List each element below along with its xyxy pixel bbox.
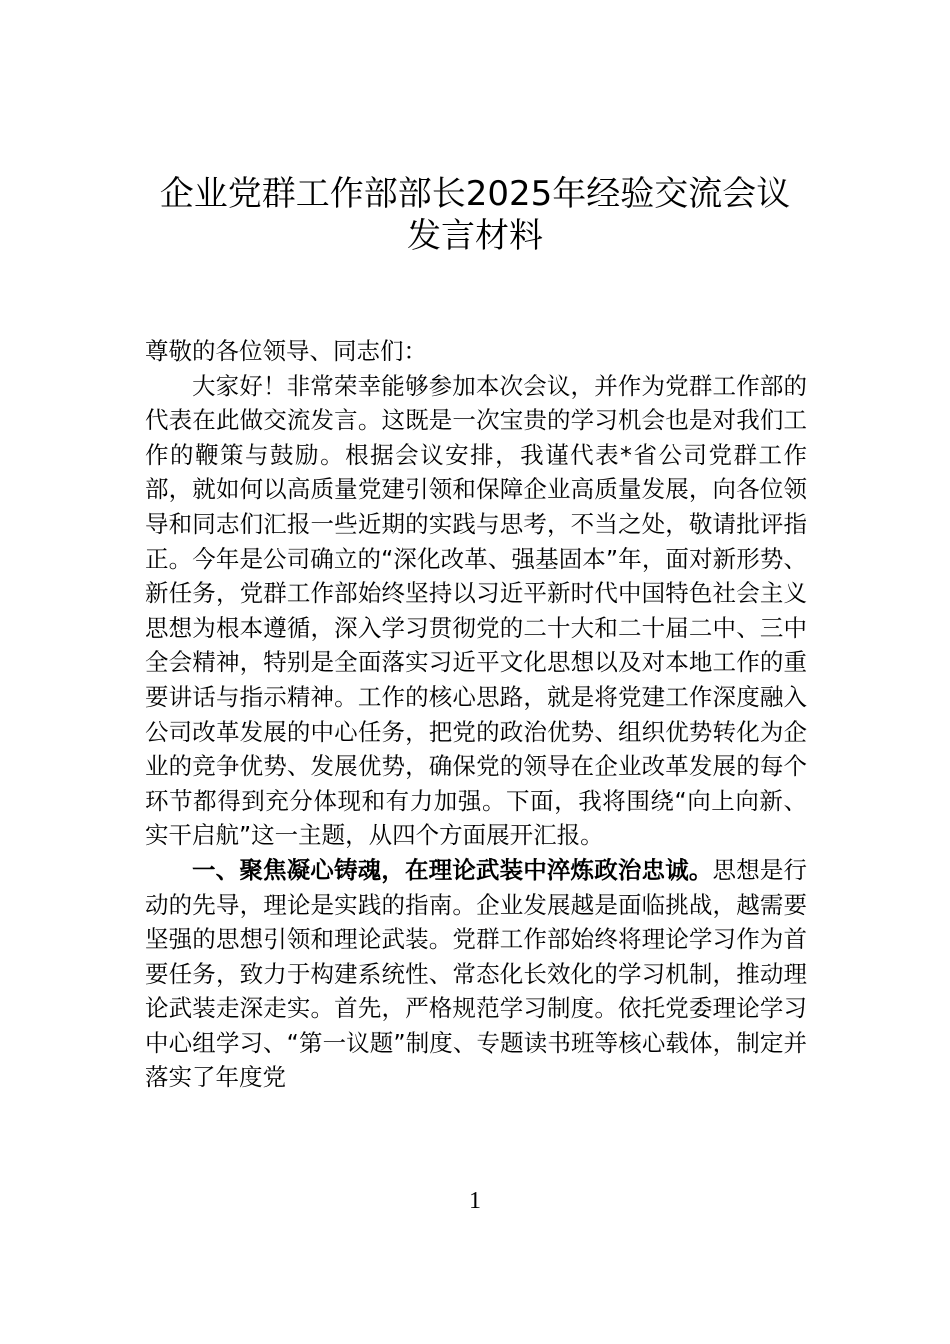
page-number: 1: [469, 1188, 481, 1214]
salutation: 尊敬的各位领导、同志们：: [145, 337, 427, 365]
section-1-text: 思想是行动的先导，理论是实践的指南。企业发展越是面临挑战，越需要坚强的思想引领和理论武装。党群工作部始终将理论学习作为首要任务，致力于构建系统性、常态化长效化的学习机制，推动理论武装走深走实。首先，严格规范学习制度。依托党委理论学习中心组学习、“第一议题”制度、专题读书班等核心载体，制定并落实了年度党: [145, 855, 808, 1092]
document-body: [145, 334, 807, 1095]
document-title-line-2: 发言材料: [407, 216, 543, 256]
paragraph-section-1: [145, 853, 807, 1095]
section-1-heading: 一、聚焦凝心铸魂，在理论武装中淬炼政治忠诚。: [192, 855, 713, 884]
document-title-line-1: 企业党群工作部部长2025年经验交流会议: [159, 174, 791, 214]
paragraph-intro: 大家好！非常荣幸能够参加本次会议，并作为党群工作部的代表在此做交流发言。这既是一次宝贵的学习机会也是对我们工作的鞭策与鼓励。根据会议安排，我谨代表*省公司党群工作部，就如何以高质量党建引领和保障企业高质量发展，向各位领导和同志们汇报一些近期的实践与思考，不当之处，敬请批评指正。今年是公司确立的“深化改革、强基固本”年，面对新形势、新任务，党群工作部始终坚持以习近平新时代中国特色社会主义思想为根本遵循，深入学习贯彻党的二十大和二十届二中、三中全会精神，特别是全面落实习近平文化思想以及对本地工作的重要讲话与指示精神。工作的核心思路，就是将党建工作深度融入公司改革发展的中心任务，把党的政治优势、组织优势转化为企业的竞争优势、发展优势，确保党的领导在企业改革发展的每个环节都得到充分体现和有力加强。下面，我将围绕“向上向新、实干启航”这一主题，从四个方面展开汇报。: [145, 371, 807, 850]
